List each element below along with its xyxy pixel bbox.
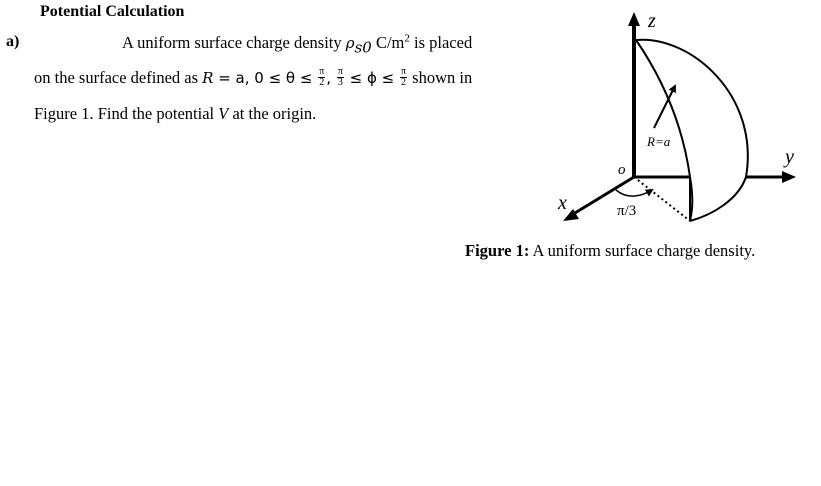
- rho-subscript: s0: [354, 38, 372, 57]
- line1-end: is placed: [409, 33, 473, 52]
- figure-caption: [465, 241, 755, 261]
- surface-outer-arc: [636, 40, 748, 177]
- V-symbol: V: [218, 104, 229, 123]
- x-axis-label: x: [558, 192, 567, 214]
- line3-end: at the origin.: [228, 104, 317, 123]
- phi-dotted-line: [634, 177, 690, 221]
- line3-start: Figure 1. Find the potential: [34, 104, 219, 123]
- frac-num: π: [319, 65, 325, 77]
- theta-range: = a, 0 ≤ θ ≤: [213, 69, 318, 87]
- R-symbol: R: [202, 69, 214, 87]
- unit-text: C/m: [371, 33, 405, 52]
- angle-arc: [616, 190, 652, 196]
- z-axis-label: z: [648, 10, 656, 32]
- line2-start: on the surface defined as: [34, 68, 203, 87]
- origin-label: o: [618, 162, 626, 178]
- comma: ,: [326, 69, 336, 87]
- line1-text: A uniform surface charge density: [122, 33, 346, 52]
- caption-text: A uniform surface charge density.: [529, 241, 756, 260]
- section-heading: Potential Calculation: [40, 3, 185, 20]
- z-axis-arrowhead: [628, 12, 640, 26]
- frac-den: 2: [401, 76, 407, 88]
- frac-den: 3: [337, 76, 343, 88]
- y-axis-arrowhead: [782, 171, 796, 183]
- phi-range: ≤ ϕ ≤: [344, 69, 399, 87]
- frac-num: π: [337, 65, 343, 77]
- radius-label: R=a: [647, 134, 671, 149]
- caption-label: Figure 1:: [465, 241, 530, 260]
- frac-num: π: [400, 65, 407, 77]
- frac-den: 2: [319, 76, 325, 88]
- rho-symbol: ρ: [345, 34, 355, 52]
- line2-end: shown in: [408, 68, 473, 87]
- question-label: a): [6, 33, 20, 50]
- surface-bottom-arc: [690, 177, 746, 221]
- unit-exponent: 2: [404, 32, 410, 45]
- y-axis-label: y: [785, 146, 794, 168]
- angle-label: π/3: [617, 203, 637, 219]
